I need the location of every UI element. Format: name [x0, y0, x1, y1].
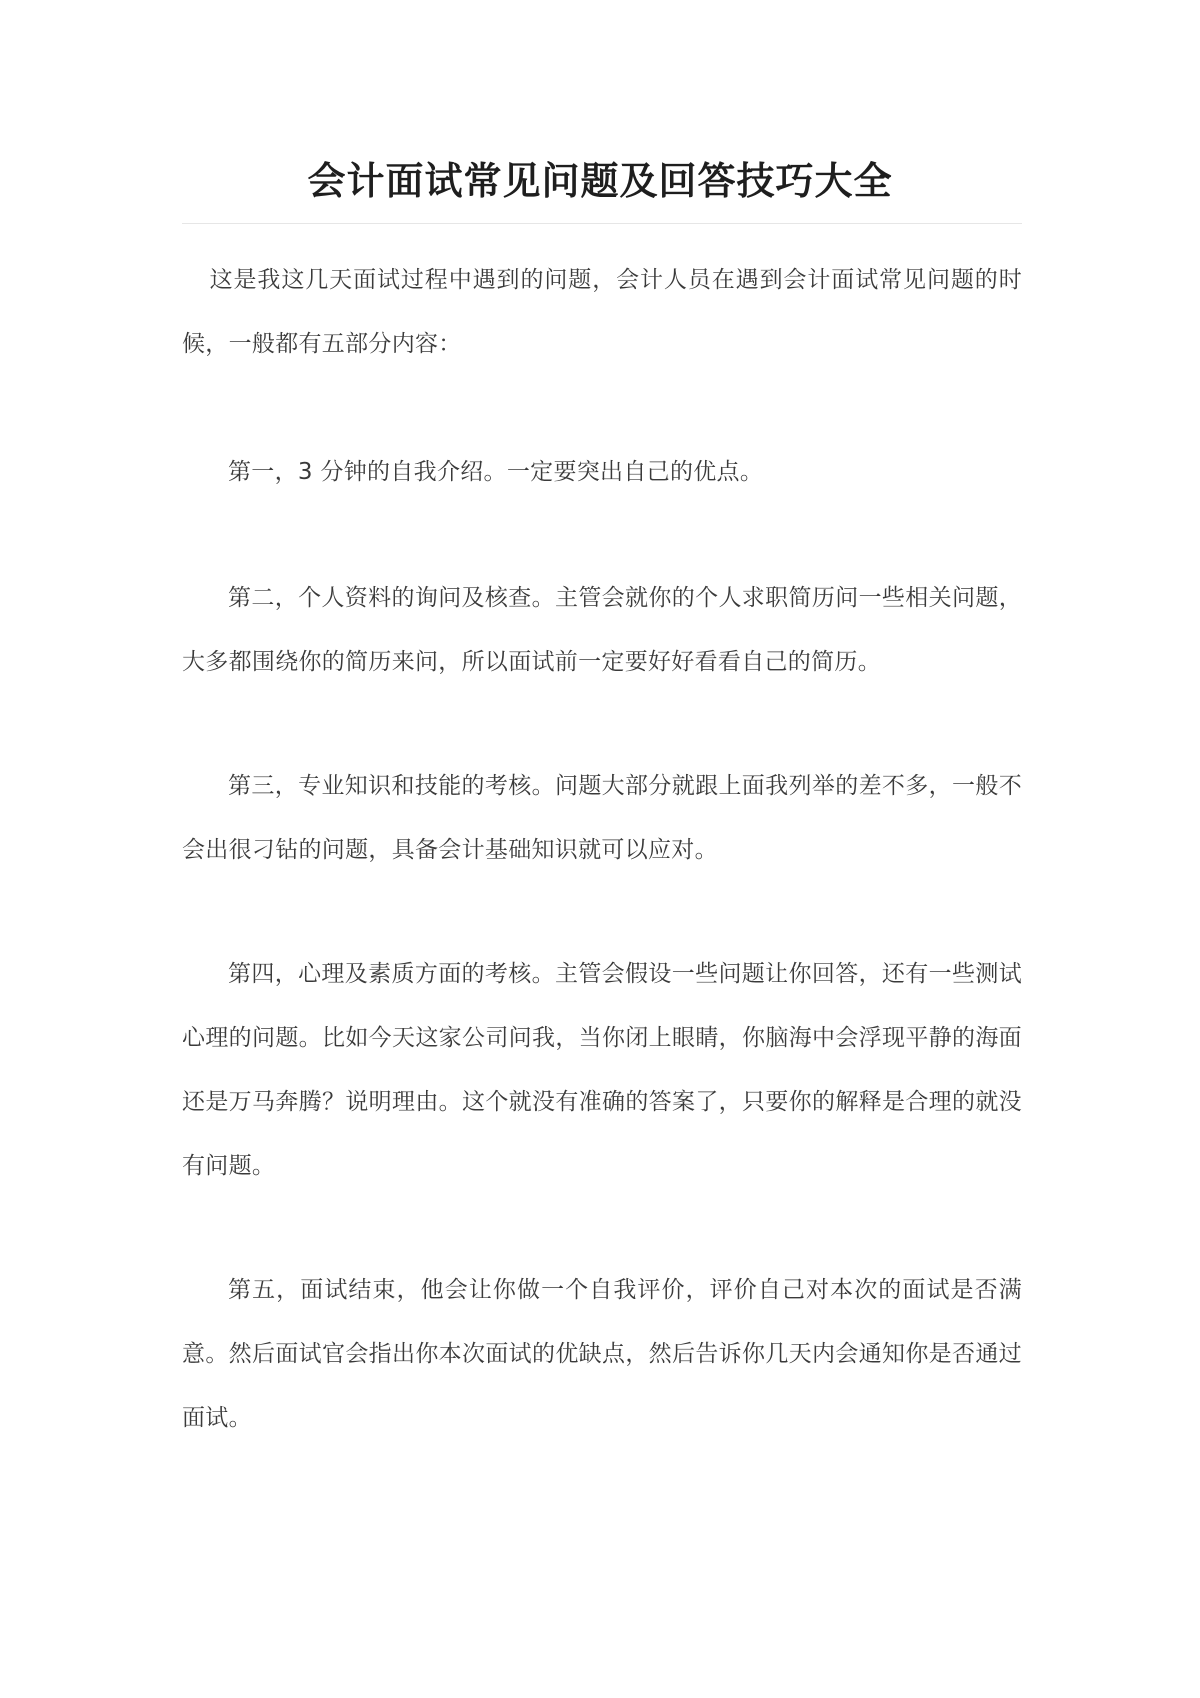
intro-paragraph: 这是我这几天面试过程中遇到的问题，会计人员在遇到会计面试常见问题的时候，一般都有五部分内容：: [182, 267, 1022, 357]
section-paragraph-5: 第五，面试结束，他会让你做一个自我评价，评价自己对本次的面试是否满意。然后面试官会指出你本次面试的优缺点，然后告诉你几天内会通知你是否通过面试。: [182, 1277, 1022, 1431]
title-divider: [182, 223, 1022, 224]
document-title: 会计面试常见问题及回答技巧大全: [307, 158, 893, 203]
section-paragraph-1: 第一，3 分钟的自我介绍。一定要突出自己的优点。: [228, 459, 764, 485]
section-paragraph-2: 第二，个人资料的询问及核查。主管会就你的个人求职简历问一些相关问题，大多都围绕你的简历来问，所以面试前一定要好好看看自己的简历。: [182, 585, 1022, 675]
section-paragraph-3: 第三，专业知识和技能的考核。问题大部分就跟上面我列举的差不多，一般不会出很刁钻的问题，具备会计基础知识就可以应对。: [182, 773, 1022, 863]
section-paragraph-4: 第四，心理及素质方面的考核。主管会假设一些问题让你回答，还有一些测试心理的问题。比如今天这家公司问我，当你闭上眼睛，你脑海中会浮现平静的海面还是万马奔腾？说明理由。这个就没有准确的答案了，只要你的解释是合理的就没有问题。: [182, 961, 1022, 1179]
